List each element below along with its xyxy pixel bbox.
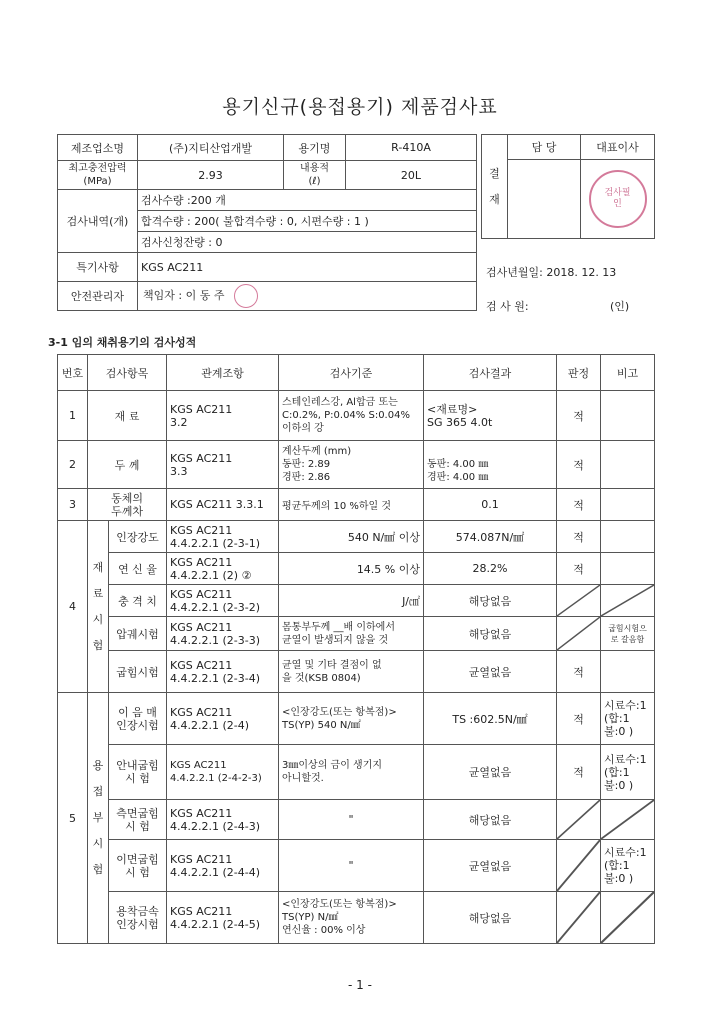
group-label-weld-test: 용 접 부 시 험	[88, 693, 109, 944]
row-no: 2	[58, 441, 88, 489]
row-item: 용착금속 인장시험	[109, 892, 167, 944]
row-clause: KGS AC211 4.4.2.2.1 (2-4)	[167, 693, 279, 745]
row-note: 시료수:1 (합:1 불:0 )	[601, 745, 655, 800]
row-result: 균열없음	[424, 840, 557, 892]
row-note	[601, 553, 655, 585]
col-header-note: 비고	[601, 355, 655, 391]
row-clause: KGS AC211 4.4.2.2.1 (2-3-3)	[167, 617, 279, 651]
pressure-value: 2.93	[138, 161, 284, 190]
row-judgement-slash	[557, 617, 601, 651]
row-result: <재료명> SG 365 4.0t	[424, 391, 557, 441]
charge-sign-box	[508, 160, 581, 239]
row-note	[601, 441, 655, 489]
row-clause: KGS AC211 4.4.2.2.1 (2-4-4)	[167, 840, 279, 892]
row-clause: KGS AC211 4.4.2.2.1 (2-4-2-3)	[167, 745, 279, 800]
volume-label: 내용적 (ℓ)	[284, 161, 346, 190]
row-no: 3	[58, 489, 88, 521]
approval-table	[481, 134, 655, 239]
row-item: 굽힘시험	[109, 651, 167, 693]
row-standard: "	[279, 840, 424, 892]
row-note: 시료수:1 (합:1 불:0 )	[601, 840, 655, 892]
row-judgement: 적	[557, 489, 601, 521]
table-row	[58, 693, 655, 745]
row-standard: <인장강도(또는 항복점)> TS(YP) N/㎟ 연신율 : 00% 이상	[279, 892, 424, 944]
row-judgement: 적	[557, 651, 601, 693]
row-result: 균열없음	[424, 651, 557, 693]
row-standard: J/㎠	[279, 585, 424, 617]
row-item: 연 신 율	[109, 553, 167, 585]
row-standard: 평균두께의 10 %하일 것	[279, 489, 424, 521]
table-row	[58, 391, 655, 441]
row-result: 28.2%	[424, 553, 557, 585]
row-result: 동판: 4.00 ㎜ 경판: 4.00 ㎜	[424, 441, 557, 489]
row-item: 측면굽힘 시 험	[109, 800, 167, 840]
row-note: 시료수:1 (합:1 불:0 )	[601, 693, 655, 745]
row-result: 해당없음	[424, 585, 557, 617]
row-judgement: 적	[557, 745, 601, 800]
row-item: 인장강도	[109, 521, 167, 553]
row-judgement-slash	[557, 840, 601, 892]
row-judgement: 적	[557, 521, 601, 553]
group-label-material-test: 재 료 시 험	[88, 521, 109, 693]
row-no: 5	[58, 693, 88, 944]
row-item: 안내굽힘 시 험	[109, 745, 167, 800]
row-standard: 14.5 % 이상	[279, 553, 424, 585]
row-result: 해당없음	[424, 800, 557, 840]
table-row	[58, 745, 655, 800]
row-standard: 균열 및 기타 결점이 없 을 것(KSB 0804)	[279, 651, 424, 693]
row-standard: 몸통부두께 __배 이하에서 균열이 발생되지 않을 것	[279, 617, 424, 651]
diagonal-slash-icon	[557, 892, 600, 943]
remaining-qty: 검사신청잔량 : 0	[138, 232, 477, 253]
row-result: 해당없음	[424, 617, 557, 651]
col-header-clause: 관계조항	[167, 355, 279, 391]
row-standard: "	[279, 800, 424, 840]
pass-qty: 합격수량 : 200( 불합격수량 : 0, 시편수량 : 1 )	[138, 211, 477, 232]
diagonal-slash-icon	[601, 585, 654, 616]
signature-seal-icon	[234, 284, 258, 308]
row-judgement-slash	[557, 800, 601, 840]
diagonal-slash-icon	[557, 840, 600, 891]
row-note-slash	[601, 892, 655, 944]
safety-value	[138, 282, 477, 311]
inspection-qty: 검사수량 :200 개	[138, 190, 477, 211]
safety-text: 책임자 : 이 동 주	[143, 289, 225, 302]
document-title: 용기신규(용접용기) 제품검사표	[222, 96, 498, 118]
row-note-slash	[601, 585, 655, 617]
row-judgement: 적	[557, 553, 601, 585]
col-header-result: 검사결과	[424, 355, 557, 391]
table-row	[58, 892, 655, 944]
safety-label: 안전관리자	[58, 282, 138, 311]
row-item: 두 께	[88, 441, 167, 489]
row-clause: KGS AC211 4.4.2.2.1 (2-3-1)	[167, 521, 279, 553]
row-note-slash	[601, 800, 655, 840]
row-judgement-slash	[557, 585, 601, 617]
table-row	[58, 617, 655, 651]
inspection-date: 검사년월일: 2018. 12. 13	[486, 266, 617, 279]
approval-stamp-icon: 검사필 인	[589, 170, 647, 228]
row-judgement: 적	[557, 693, 601, 745]
col-header-standard: 검사기준	[279, 355, 424, 391]
approval-label: 결 재	[482, 135, 508, 239]
diagonal-slash-icon	[601, 892, 654, 943]
table-row	[58, 651, 655, 693]
col-header-no: 번호	[58, 355, 88, 391]
manufacturer-label: 제조업소명	[58, 135, 138, 161]
row-standard: <인장강도(또는 항복점)> TS(YP) 540 N/㎟	[279, 693, 424, 745]
row-standard: 스테인레스강, Al합금 또는 C:0.2%, P:0.04% S:0.04% 이하의 강	[279, 391, 424, 441]
row-note: 굽힘시험으 로 갈음함	[601, 617, 655, 651]
row-clause: KGS AC211 4.4.2.2.1 (2-4-5)	[167, 892, 279, 944]
volume-value: 20L	[346, 161, 477, 190]
row-item: 이면굽힘 시 험	[109, 840, 167, 892]
col-header-judgement: 판정	[557, 355, 601, 391]
inspector-label: 검 사 원:	[486, 300, 529, 313]
container-label: 용기명	[284, 135, 346, 161]
row-note	[601, 391, 655, 441]
row-item: 동체의 두께차	[88, 489, 167, 521]
row-no: 1	[58, 391, 88, 441]
row-clause: KGS AC211 4.4.2.2.1 (2-4-3)	[167, 800, 279, 840]
table-row	[58, 553, 655, 585]
table-row	[58, 800, 655, 840]
row-clause: KGS AC211 3.2	[167, 391, 279, 441]
header-table	[57, 134, 477, 311]
section-title: 3-1 임의 채취용기의 검사성적	[48, 336, 197, 349]
row-item: 이 음 매 인장시험	[109, 693, 167, 745]
pressure-label: 최고충전압력 (MPa)	[58, 161, 138, 190]
diagonal-slash-icon	[557, 617, 600, 650]
row-clause: KGS AC211 3.3	[167, 441, 279, 489]
diagonal-slash-icon	[601, 800, 654, 839]
row-note	[601, 489, 655, 521]
special-label: 특기사항	[58, 253, 138, 282]
col-header-item: 검사항목	[88, 355, 167, 391]
row-item: 충 격 치	[109, 585, 167, 617]
table-row	[58, 521, 655, 553]
row-standard: 계산두께 (mm) 동판: 2.89 경판: 2.86	[279, 441, 424, 489]
row-clause: KGS AC211 4.4.2.2.1 (2-3-2)	[167, 585, 279, 617]
diagonal-slash-icon	[557, 800, 600, 839]
row-standard: 540 N/㎟ 이상	[279, 521, 424, 553]
row-note	[601, 521, 655, 553]
charge-label: 담 당	[508, 135, 581, 160]
row-item: 압궤시험	[109, 617, 167, 651]
table-row	[58, 489, 655, 521]
row-standard: 3㎜이상의 금이 생기지 아니할것.	[279, 745, 424, 800]
table-row	[58, 585, 655, 617]
table-row	[58, 840, 655, 892]
row-clause: KGS AC211 3.3.1	[167, 489, 279, 521]
row-note	[601, 651, 655, 693]
ceo-sign-box	[581, 160, 655, 239]
page-number: - 1 -	[348, 978, 372, 992]
diagonal-slash-icon	[557, 585, 600, 616]
row-result: 574.087N/㎟	[424, 521, 557, 553]
row-result: 0.1	[424, 489, 557, 521]
special-value: KGS AC211	[138, 253, 477, 282]
ceo-label: 대표이사	[581, 135, 655, 160]
results-table	[57, 354, 655, 944]
row-result: 해당없음	[424, 892, 557, 944]
row-clause: KGS AC211 4.4.2.2.1 (2) ②	[167, 553, 279, 585]
inspection-label: 검사내역(개)	[58, 190, 138, 253]
inspector-seal: (인)	[610, 300, 630, 313]
container-value: R-410A	[346, 135, 477, 161]
row-result: TS :602.5N/㎟	[424, 693, 557, 745]
row-no: 4	[58, 521, 88, 693]
row-judgement: 적	[557, 391, 601, 441]
row-clause: KGS AC211 4.4.2.2.1 (2-3-4)	[167, 651, 279, 693]
row-judgement: 적	[557, 441, 601, 489]
row-judgement-slash	[557, 892, 601, 944]
row-item: 재 료	[88, 391, 167, 441]
table-row	[58, 441, 655, 489]
row-result: 균열없음	[424, 745, 557, 800]
manufacturer-value: (주)지티산업개발	[138, 135, 284, 161]
